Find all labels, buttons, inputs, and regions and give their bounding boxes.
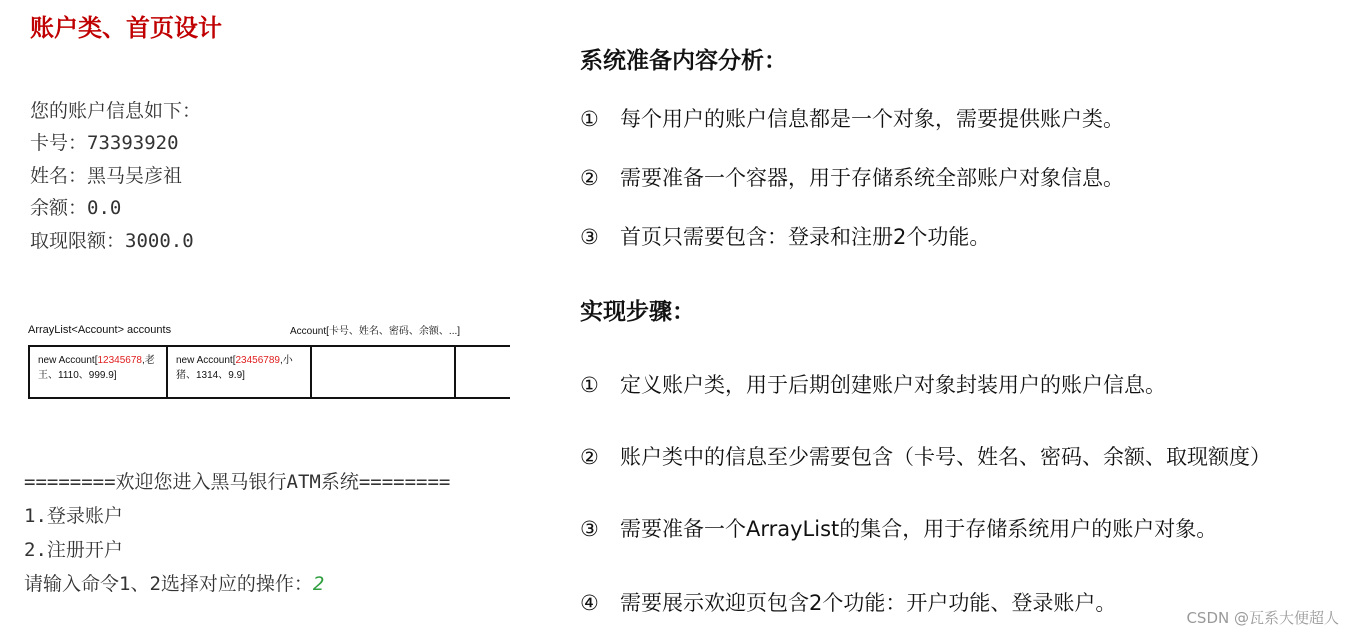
step-item	[580, 369, 1166, 399]
balance-label: 余额：	[30, 197, 88, 219]
command-prompt: 请输入命令1、2选择对应的操作：	[24, 573, 313, 595]
circled-number-marker: ②	[580, 445, 599, 469]
balance-value: 0.0	[87, 197, 122, 219]
card-number-label: 卡号：	[30, 132, 88, 154]
account-fields-label: Account[卡号、姓名、密码、余额、...]	[290, 326, 461, 337]
arraylist-cell-empty	[312, 347, 456, 397]
cell-prefix: new Account[	[176, 355, 236, 366]
name-value: 黑马吴彦祖	[87, 165, 183, 187]
circled-number-marker: ④	[580, 591, 599, 615]
step-item	[580, 441, 1271, 471]
name-row	[30, 161, 182, 188]
analysis-item-text: 需要准备一个容器，用于存储系统全部账户对象信息。	[620, 166, 1124, 190]
step-item	[580, 587, 1116, 617]
name-label: 姓名：	[30, 165, 88, 187]
step-item-text: 账户类中的信息至少需要包含（卡号、姓名、密码、余额、取现额度）	[620, 445, 1271, 469]
analysis-heading: 系统准备内容分析：	[580, 48, 787, 74]
analysis-item	[580, 221, 990, 251]
cell-suffix: ,小猪、1314、9.9]	[176, 355, 293, 381]
arraylist-diagram	[28, 345, 510, 399]
circled-number-marker: ②	[580, 166, 599, 190]
circled-number-marker: ①	[580, 373, 599, 397]
circled-number-marker: ③	[580, 517, 599, 541]
card-number-value: 73393920	[87, 132, 179, 154]
command-input-value[interactable]: 2	[312, 573, 325, 595]
limit-label: 取现限额：	[30, 230, 126, 252]
analysis-item	[580, 162, 1124, 192]
analysis-item-text: 首页只需要包含：登录和注册2个功能。	[620, 225, 991, 249]
csdn-watermark: CSDN @瓦系大便超人	[1186, 609, 1339, 627]
limit-value: 3000.0	[125, 230, 194, 252]
arraylist-label: ArrayList<Account> accounts	[28, 324, 172, 336]
command-prompt-row	[24, 569, 324, 596]
circled-number-marker: ③	[580, 225, 599, 249]
cell-card-number: 23456789	[235, 355, 280, 366]
card-number-row	[30, 128, 179, 155]
circled-number-marker: ①	[580, 107, 599, 131]
step-item-text: 需要准备一个ArrayList的集合，用于存储系统用户的账户对象。	[620, 517, 1218, 541]
arraylist-cell	[30, 347, 168, 397]
menu-option-register: 2.注册开户	[24, 539, 123, 561]
steps-heading: 实现步骤：	[580, 299, 695, 325]
account-info-heading-text: 您的账户信息如下：	[30, 100, 202, 122]
menu-option-login: 1.登录账户	[24, 505, 123, 527]
arraylist-cell-empty	[456, 347, 510, 397]
arraylist-cell	[168, 347, 312, 397]
account-info-heading	[30, 96, 201, 123]
cell-card-number: 12345678	[97, 355, 142, 366]
page-title: 账户类、首页设计	[30, 14, 222, 42]
step-item	[580, 513, 1217, 543]
analysis-item	[580, 103, 1124, 133]
step-item-text: 需要展示欢迎页包含2个功能：开户功能、登录账户。	[620, 591, 1117, 615]
balance-row	[30, 193, 121, 220]
welcome-banner: ========欢迎您进入黑马银行ATM系统========	[24, 471, 451, 493]
cell-suffix: ,老王、1110、999.9]	[38, 355, 155, 381]
cell-prefix: new Account[	[38, 355, 98, 366]
step-item-text: 定义账户类，用于后期创建账户对象封装用户的账户信息。	[620, 373, 1166, 397]
limit-row	[30, 226, 194, 253]
analysis-item-text: 每个用户的账户信息都是一个对象，需要提供账户类。	[620, 107, 1124, 131]
